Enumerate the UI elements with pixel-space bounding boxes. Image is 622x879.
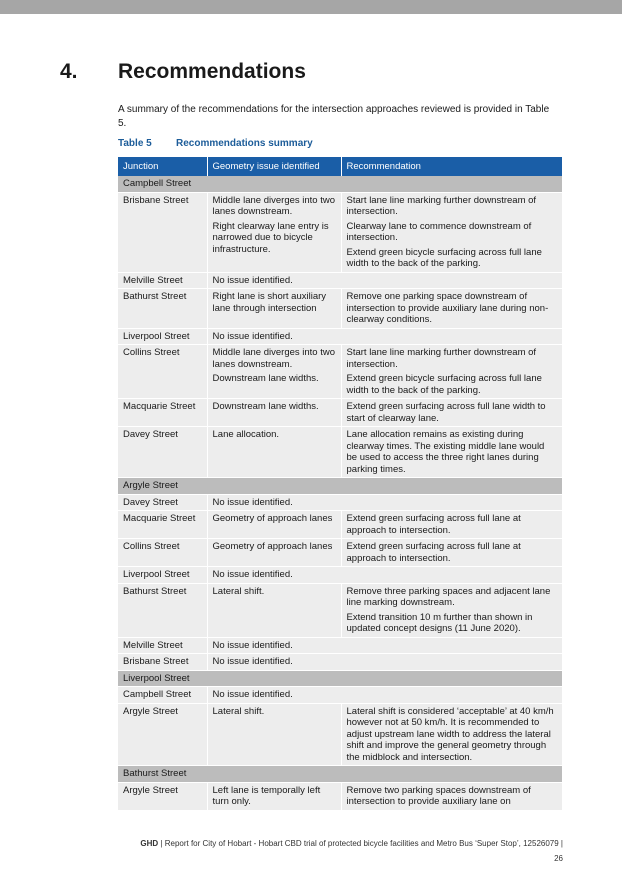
issue-cell (207, 427, 341, 478)
issue-cell (207, 494, 562, 511)
recommendation-cell (341, 289, 562, 329)
junction-cell: Brisbane Street (118, 192, 207, 272)
issue-cell (207, 539, 341, 567)
issue-text: No issue identified. (212, 639, 293, 651)
issue-text: No issue identified. (212, 656, 293, 667)
table-row (118, 687, 562, 704)
issue-text: Left lane is temporally left turn only. (212, 784, 321, 807)
table-group-row (118, 176, 562, 192)
junction-cell: Liverpool Street (118, 567, 207, 584)
table-row (118, 289, 562, 329)
footer-brand: GHD (140, 839, 159, 848)
issue-text: Lane allocation. (212, 429, 280, 440)
group-name: Liverpool Street (118, 670, 562, 687)
table-header-row (118, 157, 562, 176)
issue-cell (207, 345, 341, 399)
recommendation-text: Extend green bicycle surfacing across full lane width to the back of the parking. (346, 373, 542, 396)
issue-cell (207, 289, 341, 329)
table-row (118, 345, 562, 399)
group-name: Bathurst Street (118, 766, 562, 783)
page-footer (60, 836, 563, 866)
issue-text: Geometry of approach lanes (212, 541, 333, 552)
recommendation-text: Start lane line marking further downstream of intersection. (346, 347, 537, 370)
junction-cell: Argyle Street (118, 703, 207, 766)
intro-paragraph: A summary of the recommendations for the intersection approaches reviewed is provided in Table 5. (118, 104, 550, 129)
junction-cell: Collins Street (118, 345, 207, 399)
recommendation-cell (341, 539, 562, 567)
table-row (118, 703, 562, 766)
issue-cell (207, 687, 562, 704)
recommendation-cell (341, 427, 562, 478)
table-row (118, 637, 562, 654)
table-row (118, 567, 562, 584)
recommendation-text: Lateral shift is considered ‘acceptable’ at 40 km/h however not at 50 km/h. It is recommended to adjust upstream lane width to address the lateral shift and improve the general geometry through the midblock and intersection. (346, 705, 554, 763)
table-row (118, 654, 562, 671)
recommendation-cell (341, 399, 562, 427)
issue-cell (207, 637, 562, 654)
header-recommendation: Recommendation (341, 157, 562, 176)
junction-cell: Davey Street (118, 494, 207, 511)
recommendation-text: Remove one parking space downstream of intersection to provide auxiliary lane during non-clearway conditions. (346, 291, 549, 325)
recommendation-text: Extend transition 10 m further than shown in updated concept designs (11 June 2020). (346, 611, 533, 634)
recommendation-text: Extend green bicycle surfacing across full lane width to the back of the parking. (346, 246, 542, 269)
table-row (118, 399, 562, 427)
issue-text: No issue identified. (212, 689, 293, 700)
table-row (118, 427, 562, 478)
recommendation-cell (341, 703, 562, 766)
issue-cell (207, 399, 341, 427)
table-caption-number: Table 5 (118, 138, 152, 149)
recommendation-text: Extend green surfacing across full lane at approach to intersection. (346, 541, 521, 564)
issue-text: Lateral shift. (212, 585, 265, 597)
junction-cell: Bathurst Street (118, 289, 207, 329)
recommendation-text: Remove three parking spaces and adjacent lane line marking downstream. (346, 585, 551, 608)
issue-cell (207, 328, 562, 345)
recommendation-text: Extend green surfacing across full lane at approach to intersection. (346, 513, 521, 536)
issue-text: Downstream lane widths. (212, 401, 319, 412)
page-number: 26 (554, 854, 563, 863)
recommendations-table (118, 157, 563, 811)
table-row (118, 192, 562, 272)
issue-text: Right lane is short auxiliary lane through intersection (212, 291, 327, 314)
recommendation-cell (341, 583, 562, 637)
recommendation-cell (341, 511, 562, 539)
issue-text: Middle lane diverges into two lanes downstream. (212, 194, 336, 217)
issue-cell (207, 511, 341, 539)
junction-cell: Bathurst Street (118, 583, 207, 637)
issue-cell (207, 192, 341, 272)
junction-cell: Brisbane Street (118, 654, 207, 671)
issue-cell (207, 782, 341, 810)
table-body (118, 176, 562, 810)
junction-cell: Melville Street (118, 272, 207, 289)
table-group-row (118, 478, 562, 495)
junction-cell: Macquarie Street (118, 399, 207, 427)
header-geometry-issue: Geometry issue identified (207, 157, 341, 176)
issue-cell (207, 272, 562, 289)
issue-text: Lateral shift. (212, 705, 265, 717)
table-group-row (118, 766, 562, 783)
table-row (118, 511, 562, 539)
recommendation-text: Remove two parking spaces downstream of intersection to provide auxiliary lane on (346, 784, 531, 807)
table-row (118, 782, 562, 810)
table-row (118, 494, 562, 511)
table-caption (118, 138, 313, 149)
recommendation-cell (341, 345, 562, 399)
recommendation-text: Lane allocation remains as existing during clearway times. The existing middle lane would be used to access the three right lanes during parking times. (346, 429, 545, 475)
top-bar (0, 0, 622, 14)
junction-cell: Macquarie Street (118, 511, 207, 539)
table-row (118, 539, 562, 567)
recommendation-text: Start lane line marking further downstream of intersection. (346, 194, 537, 217)
junction-cell: Argyle Street (118, 782, 207, 810)
table-row (118, 272, 562, 289)
section-title: Recommendations (118, 60, 306, 83)
junction-cell: Collins Street (118, 539, 207, 567)
group-name: Argyle Street (118, 478, 562, 495)
issue-cell (207, 703, 341, 766)
issue-text: No issue identified. (212, 496, 293, 508)
issue-text: Downstream lane widths. (212, 373, 319, 384)
table-row (118, 583, 562, 637)
junction-cell: Davey Street (118, 427, 207, 478)
table-row (118, 328, 562, 345)
section-number: 4. (60, 60, 78, 83)
recommendation-cell (341, 782, 562, 810)
table-caption-title: Recommendations summary (176, 138, 313, 149)
footer-text: | Report for City of Hobart - Hobart CBD trial of protected bicycle facilities and Metro Bus ‘Super Stop’, 12526079 | (158, 839, 563, 848)
issue-cell (207, 583, 341, 637)
recommendation-text: Extend green surfacing across full lane width to start of clearway lane. (346, 401, 546, 424)
group-name: Campbell Street (118, 176, 562, 192)
issue-text: No issue identified. (212, 569, 293, 580)
recommendation-text: Clearway lane to commence downstream of intersection. (346, 220, 532, 243)
table-group-row (118, 670, 562, 687)
header-junction: Junction (118, 157, 207, 176)
junction-cell: Liverpool Street (118, 328, 207, 345)
issue-text: No issue identified. (212, 330, 293, 342)
recommendation-cell (341, 192, 562, 272)
junction-cell: Campbell Street (118, 687, 207, 704)
issue-text: Middle lane diverges into two lanes downstream. (212, 347, 336, 370)
issue-text: Right clearway lane entry is narrowed due to bicycle infrastructure. (212, 220, 329, 255)
issue-text: No issue identified. (212, 274, 293, 286)
issue-text: Geometry of approach lanes (212, 513, 333, 524)
issue-cell (207, 567, 562, 584)
junction-cell: Melville Street (118, 637, 207, 654)
issue-cell (207, 654, 562, 671)
